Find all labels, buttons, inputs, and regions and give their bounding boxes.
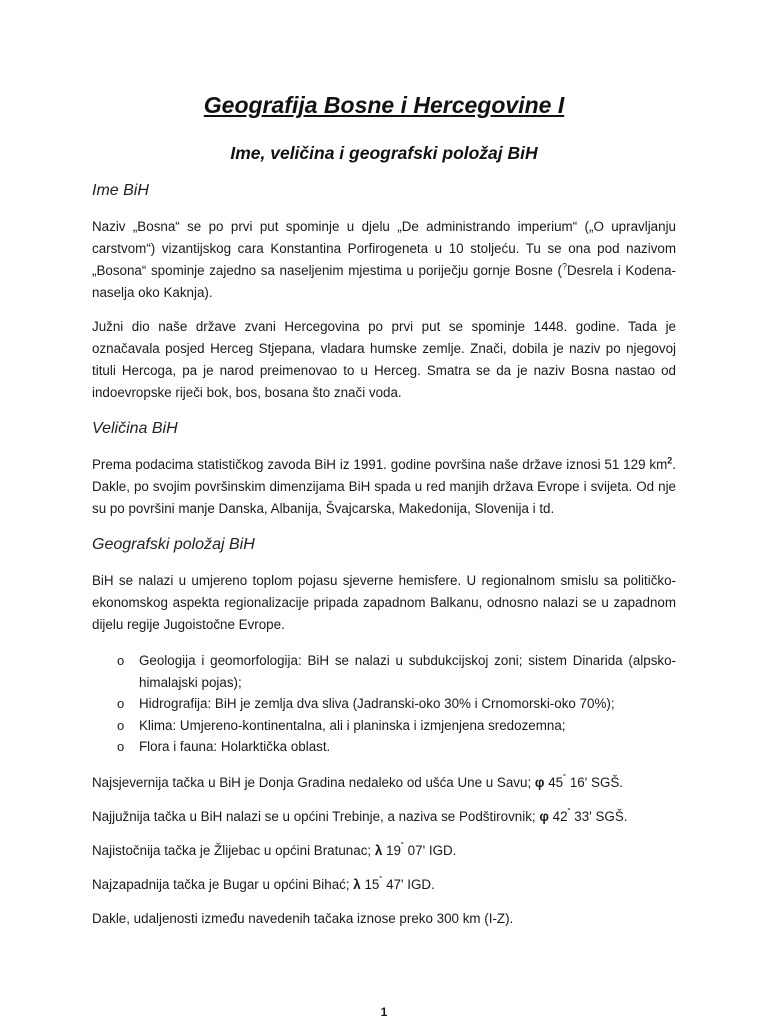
document-subtitle: Ime, veličina i geografski položaj BiH [230, 143, 538, 163]
extreme-point-east: Najistočnija tačka je Žlijebac u općini Bratunac; λ 19˚ 07' IGD. [92, 841, 457, 858]
bullet-icon: o [117, 696, 125, 711]
superscript-2: 2 [667, 455, 673, 466]
section-heading-polozaj: Geografski položaj BiH [92, 536, 255, 553]
footnote-mark: ? [561, 261, 567, 272]
paragraph-polozaj-1: BiH se nalazi u umjereno toplom pojasu sjeverne hemisfere. U regionalnom smislu sa političko-ekonomskog aspekta regionalizacije pripada zapadnom Balkanu, odnosno nalazi se u zapadnom dijelu regije Jugoistočne Evrope. [92, 573, 676, 632]
feature-list [92, 650, 676, 758]
list-item: o Geologija i geomorfologija: BiH se nalazi u subdukcijskoj zoni; sistem Dinarida (alpsko-himalajski pojas); [139, 650, 676, 693]
section-heading-ime: Ime BiH [92, 182, 149, 199]
document-page [92, 92, 676, 930]
paragraph-conclusion: Dakle, udaljenosti između navedenih tačaka iznose preko 300 km (I-Z). [92, 910, 514, 926]
paragraph-ime-2: Južni dio naše države zvani Hercegovina po prvi put se spominje 1448. godine. Tada je označavala posjed Herceg Stjepana, vladara humske zemlje. Znači, dobila je naziv po njegovoj tituli Hercoga, pa je narod preimenovao to u Herceg. Smatra se da je naziv Bosna nastao od indoevropske riječi bok, bos, bosana što znači voda. [92, 319, 676, 400]
extreme-point-south: Najjužnija tačka u BiH nalazi se u općini Trebinje, a naziva se Podštirovnik; φ 42˚ 33' SGŠ. [92, 807, 628, 824]
list-item: o Klima: Umjereno-kontinentalna, ali i planinska i izmjenjena sredozemna; [139, 715, 676, 737]
extreme-point-north: Najsjevernija tačka u BiH je Donja Gradina nedaleko od ušća Une u Savu; φ 45˚ 16' SGŠ. [92, 773, 624, 790]
bullet-icon: o [117, 653, 125, 668]
extreme-point-west: Najzapadnija tačka je Bugar u općini Bihać; λ 15˚ 47' IGD. [92, 875, 435, 892]
paragraph-velicina-1: Prema podacima statističkog zavoda BiH iz 1991. godine površina naše države iznosi 51 129 $km^2$. Dakle, po svojim površinskim dimenzijama BiH spada u red manjih država Evrope i svijeta. Od nje su po površini manje Danska, Albanija, Švajcarska, Makedonija, Slovenija i td. [92, 455, 676, 516]
list-item: o Flora i fauna: Holarktička oblast. [139, 736, 676, 758]
list-item: o Hidrografija: BiH je zemlja dva sliva (Jadranski-oko 30% i Crnomorski-oko 70%); [139, 693, 676, 715]
bullet-icon: o [117, 739, 125, 754]
bullet-icon: o [117, 717, 125, 733]
paragraph-ime-1: Naziv „Bosna“ se po prvi put spominje u djelu „De administrando imperium“ („O upravljanju carstvom“) vizantijskog cara Konstantina Porfirogeneta u 10 stoljeću. Tu se ona pod nazivom „Bosona“ spominje zajedno sa naseljenim mjestima u poriječju gornje Bosne (?Desrela i Kodena-naselja oko Kaknja). [92, 219, 676, 300]
section-heading-velicina: Veličina BiH [92, 420, 178, 437]
page-number: 1 [380, 1005, 388, 1019]
document-title: Geografija Bosne i Hercegovine I [203, 92, 565, 118]
